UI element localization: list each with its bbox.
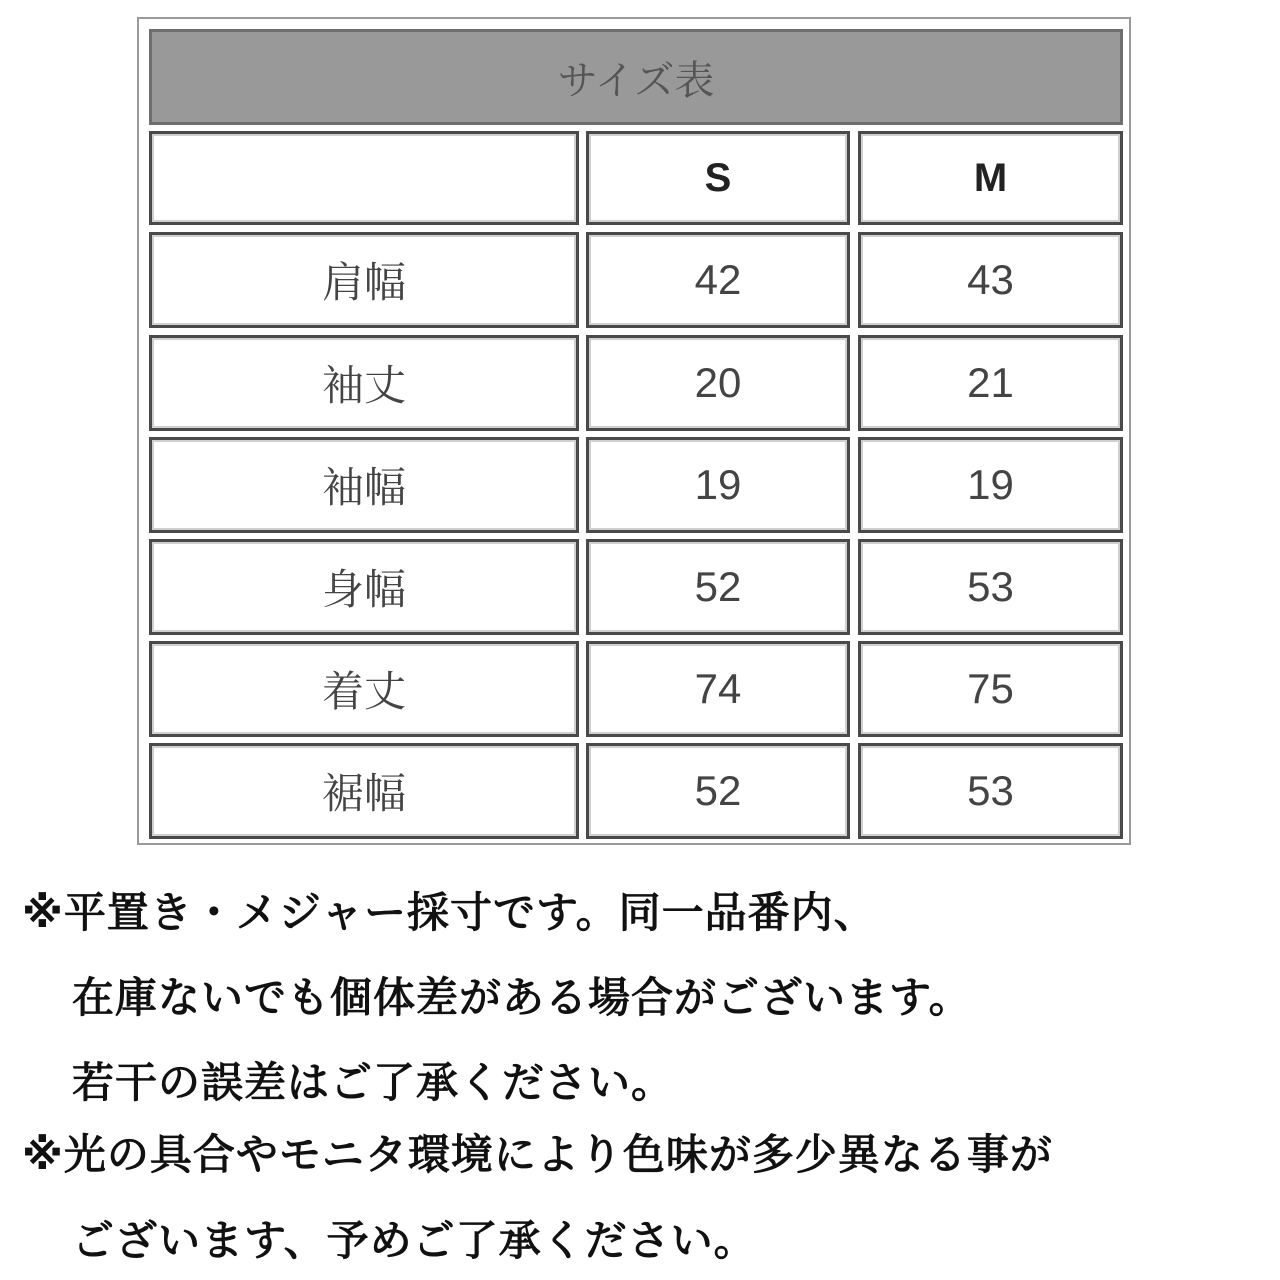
- cell-m: 53: [858, 539, 1123, 635]
- row-label: 着丈: [149, 641, 579, 737]
- cell-m: 53: [858, 743, 1123, 839]
- note-line: ※光の具合やモニタ環境により色味が多少異なる事が: [22, 1130, 1053, 1179]
- header-cell-s: S: [586, 131, 850, 225]
- note-line: ございます、予めご了承ください。: [72, 1216, 757, 1265]
- row-label: 身幅: [149, 539, 579, 635]
- cell-s: 52: [586, 539, 850, 635]
- cell-s: 42: [586, 232, 850, 328]
- cell-s: 52: [586, 743, 850, 839]
- table-title: サイズ表: [149, 29, 1123, 125]
- header-cell-m: M: [858, 131, 1123, 225]
- cell-s: 19: [586, 437, 850, 533]
- note-line: 在庫ないでも個体差がある場合がございます。: [72, 973, 972, 1022]
- row-label: 袖丈: [149, 335, 579, 431]
- row-label: 肩幅: [149, 232, 579, 328]
- note-line: ※平置き・メジャー採寸です。同一品番内、: [22, 888, 877, 937]
- cell-s: 74: [586, 641, 850, 737]
- note-line: 若干の誤差はご了承ください。: [72, 1058, 675, 1107]
- cell-m: 21: [858, 335, 1123, 431]
- cell-s: 20: [586, 335, 850, 431]
- cell-m: 19: [858, 437, 1123, 533]
- row-label: 裾幅: [149, 743, 579, 839]
- row-label: 袖幅: [149, 437, 579, 533]
- cell-m: 43: [858, 232, 1123, 328]
- cell-m: 75: [858, 641, 1123, 737]
